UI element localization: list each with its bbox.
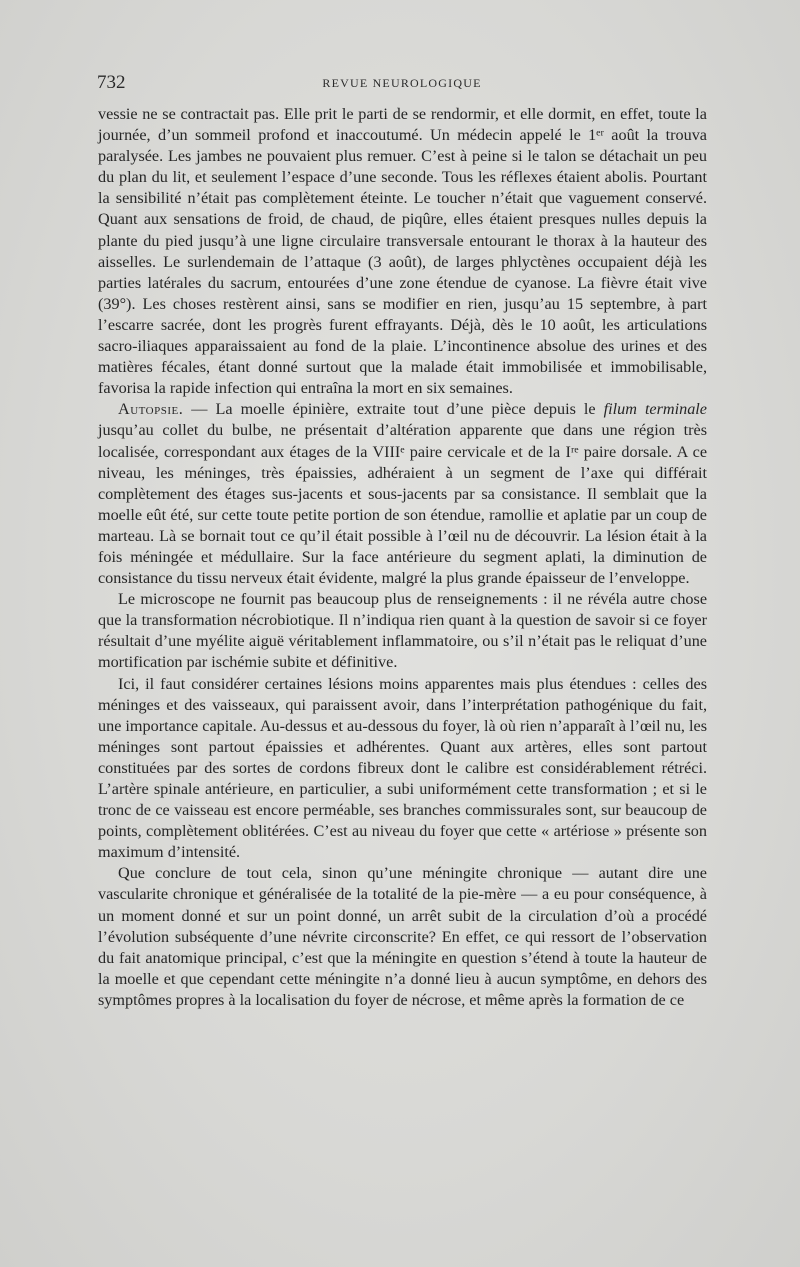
running-head: REVUE NEUROLOGIQUE — [322, 76, 482, 90]
body-text — [98, 104, 707, 1011]
autopsie-text-b: jusqu’au collet du bulbe, ne présentait d’altération apparente que dans une région très localisée, correspondant aux étages de la VIIIᵉ paire cervicale et de la Iʳᵉ paire dorsale. A ce niveau, les méninges, très épaissies, adhéraient à un segment de l’axe qui différait complètement des étages sus-jacents et sous-jacents par sa consistance. Il semblait que la moelle eût été, sur cette toute petite portion de son étendue, ramollie et aplatie par un coup de marteau. Là se bornait tout ce qu’il était possible à l’œil nu de découvrir. La lésion était à la fois méningée et médullaire. Sur la face antérieure du segment aplati, la diminution de consistance du tissu nerveux était évidente, malgré la plus grande épaisseur de l’enveloppe. — [98, 421, 707, 588]
paragraph-1: vessie ne se contractait pas. Elle prit le parti de se rendormir, et elle dormit, en effet, toute la journée, d’un sommeil profond et inaccoutumé. Un médecin appelé le 1ᵉʳ août la trouva paralysée. Les jambes ne pouvaient plus remuer. C’est à peine si le talon se détachait un peu du plan du lit, et seulement l’espace d’une seconde. Tous les réflexes étaient abolis. Pourtant la sensibilité n’était pas complètement éteinte. Le toucher n’était que vaguement conservé. Quant aux sensations de froid, de chaud, de piqûre, elles étaient presques nulles depuis la plante du pied jusqu’à une ligne circulaire transversale entourant le thorax à la hauteur des aisselles. Le surlendemain de l’attaque (3 août), de larges phlyctènes occupaient déjà les parties latérales du sacrum, entourées d’une zone étendue de cyanose. La fièvre était vive (39°). Les choses restèrent ainsi, sans se modifier en rien, jusqu’au 15 septembre, à part l’escarre sacrée, dont les progrès furent effrayants. Déjà, dès le 10 août, les articulations sacro-iliaques apparaissaient au fond de la plaie. L’incontinence absolue des urines et des matières fécales, étant donné surtout que la malade était immobilisée et immobilisable, favorisa la rapide infection qui entraîna la mort en six semaines. — [98, 105, 707, 398]
paragraph-lesions: Ici, il faut considérer certaines lésions moins apparentes mais plus étendues : celles des méninges et des vaisseaux, qui paraissent avoir, dans l’interprétation pathogénique du fait, une importance capitale. Au-dessus et au-dessous du foyer, là où rien n’apparaît à l’œil nu, les méninges sont partout épaissies et adhérentes. Quant aux artères, elles sont partout constituées par des sortes de cordons fibreux dont le calibre est considérablement rétréci. L’artère spinale antérieure, en particulier, a subi uniformément cette transformation ; et si le tronc de ce vaisseau est encore perméable, ses branches commissurales sont, sur beaucoup de points, complètement oblitérées. C’est au niveau du foyer que cette « artériose » présente son maximum d’intensité. — [98, 674, 707, 862]
page-number: 732 — [97, 72, 126, 93]
paragraph-autopsie — [98, 399, 707, 589]
paragraph-microscope: Le microscope ne fournit pas beaucoup plus de renseignements : il ne révéla autre chose que la transformation nécrobiotique. Il n’indiqua rien quant à la question de savoir si ce foyer résultait d’une myélite aiguë véritablement inflammatoire, ou s’il n’était pas le reliquat d’une mortification par ischémie subite et définitive. — [98, 590, 707, 672]
autopsie-text-a: — La moelle épinière, extraite tout d’une pièce depuis le — [183, 400, 604, 419]
paragraph-conclusion: Que conclure de tout cela, sinon qu’une méningite chronique — autant dire une vascularite chronique et généralisée de la totalité de la pie-mère — a eu pour conséquence, à un moment donné et sur un point donné, un arrêt subit de la circulation d’où a procédé l’évolution subséquente d’une névrite circonscrite? En effet, ce qui ressort de l’observation du fait anatomique principal, c’est que la méningite en question s’étend à toute la hauteur de la moelle et que cependant cette méningite n’a donné lieu à aucun symptôme, en dehors des symptômes propres à la localisation du foyer de nécrose, et même après la formation de ce — [98, 864, 707, 1009]
filum-terminale: filum terminale — [603, 400, 707, 419]
autopsie-label: Autopsie. — [118, 400, 184, 419]
page-header — [97, 72, 707, 96]
